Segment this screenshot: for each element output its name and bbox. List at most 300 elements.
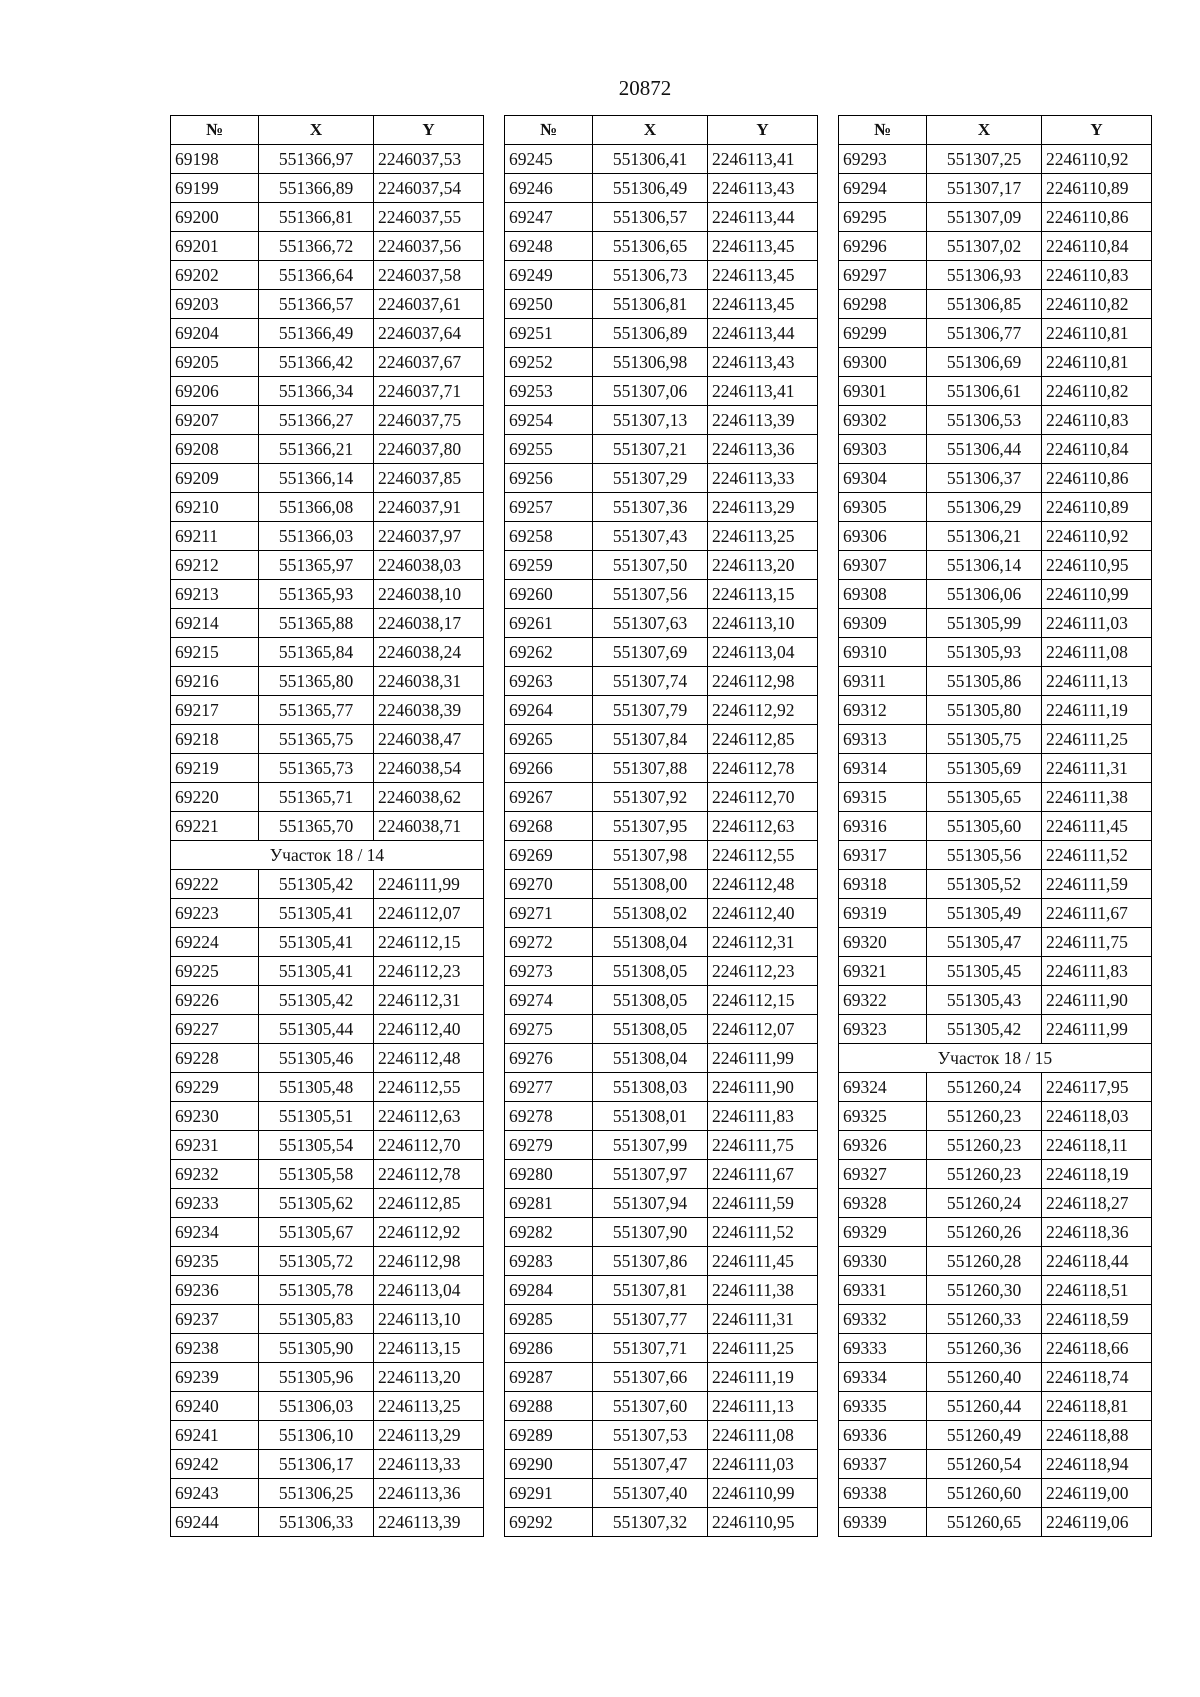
x-coordinate-cell: 551305,90 bbox=[259, 1334, 374, 1363]
y-coordinate-cell: 2246113,33 bbox=[374, 1450, 484, 1479]
y-coordinate-cell: 2246037,53 bbox=[374, 145, 484, 174]
table-row bbox=[171, 812, 484, 841]
y-coordinate-cell: 2246037,58 bbox=[374, 261, 484, 290]
y-coordinate-cell: 2246113,41 bbox=[708, 377, 818, 406]
x-coordinate-cell: 551305,41 bbox=[259, 899, 374, 928]
header-number: № bbox=[171, 116, 259, 145]
y-coordinate-cell: 2246113,39 bbox=[708, 406, 818, 435]
y-coordinate-cell: 2246111,75 bbox=[1042, 928, 1152, 957]
x-coordinate-cell: 551366,97 bbox=[259, 145, 374, 174]
y-coordinate-cell: 2246112,98 bbox=[708, 667, 818, 696]
page-number: 20872 bbox=[618, 76, 672, 100]
point-number-cell: 69268 bbox=[505, 812, 593, 841]
y-coordinate-cell: 2246037,64 bbox=[374, 319, 484, 348]
y-coordinate-cell: 2246118,88 bbox=[1042, 1421, 1152, 1450]
point-number-cell: 69280 bbox=[505, 1160, 593, 1189]
x-coordinate-cell: 551308,01 bbox=[593, 1102, 708, 1131]
x-coordinate-cell: 551306,69 bbox=[927, 348, 1042, 377]
table-row bbox=[839, 667, 1152, 696]
point-number-cell: 69221 bbox=[171, 812, 259, 841]
point-number-cell: 69326 bbox=[839, 1131, 927, 1160]
point-number-cell: 69304 bbox=[839, 464, 927, 493]
x-coordinate-cell: 551307,71 bbox=[593, 1334, 708, 1363]
point-number-cell: 69201 bbox=[171, 232, 259, 261]
point-number-cell: 69261 bbox=[505, 609, 593, 638]
x-coordinate-cell: 551365,70 bbox=[259, 812, 374, 841]
y-coordinate-cell: 2246037,91 bbox=[374, 493, 484, 522]
x-coordinate-cell: 551307,86 bbox=[593, 1247, 708, 1276]
y-coordinate-cell: 2246112,31 bbox=[708, 928, 818, 957]
x-coordinate-cell: 551307,17 bbox=[927, 174, 1042, 203]
table-row bbox=[839, 319, 1152, 348]
table-row bbox=[839, 522, 1152, 551]
point-number-cell: 69286 bbox=[505, 1334, 593, 1363]
y-coordinate-cell: 2246111,08 bbox=[708, 1421, 818, 1450]
header-x: X bbox=[259, 116, 374, 145]
table-row bbox=[505, 1363, 818, 1392]
y-coordinate-cell: 2246113,15 bbox=[708, 580, 818, 609]
point-number-cell: 69339 bbox=[839, 1508, 927, 1537]
point-number-cell: 69210 bbox=[171, 493, 259, 522]
x-coordinate-cell: 551260,24 bbox=[927, 1073, 1042, 1102]
point-number-cell: 69274 bbox=[505, 986, 593, 1015]
table-row bbox=[505, 812, 818, 841]
x-coordinate-cell: 551307,53 bbox=[593, 1421, 708, 1450]
y-coordinate-cell: 2246111,38 bbox=[708, 1276, 818, 1305]
x-coordinate-cell: 551307,81 bbox=[593, 1276, 708, 1305]
table-row bbox=[171, 1363, 484, 1392]
y-coordinate-cell: 2246111,25 bbox=[1042, 725, 1152, 754]
x-coordinate-cell: 551305,51 bbox=[259, 1102, 374, 1131]
x-coordinate-cell: 551305,56 bbox=[927, 841, 1042, 870]
x-coordinate-cell: 551305,99 bbox=[927, 609, 1042, 638]
table-row bbox=[839, 1479, 1152, 1508]
y-coordinate-cell: 2246113,15 bbox=[374, 1334, 484, 1363]
x-coordinate-cell: 551308,00 bbox=[593, 870, 708, 899]
x-coordinate-cell: 551307,97 bbox=[593, 1160, 708, 1189]
table-row bbox=[171, 580, 484, 609]
x-coordinate-cell: 551307,90 bbox=[593, 1218, 708, 1247]
point-number-cell: 69211 bbox=[171, 522, 259, 551]
y-coordinate-cell: 2246112,15 bbox=[374, 928, 484, 957]
x-coordinate-cell: 551307,50 bbox=[593, 551, 708, 580]
x-coordinate-cell: 551308,02 bbox=[593, 899, 708, 928]
x-coordinate-cell: 551306,17 bbox=[259, 1450, 374, 1479]
point-number-cell: 69250 bbox=[505, 290, 593, 319]
y-coordinate-cell: 2246110,86 bbox=[1042, 464, 1152, 493]
x-coordinate-cell: 551260,33 bbox=[927, 1305, 1042, 1334]
table-row bbox=[505, 1073, 818, 1102]
table-row bbox=[505, 319, 818, 348]
x-coordinate-cell: 551260,49 bbox=[927, 1421, 1042, 1450]
y-coordinate-cell: 2246113,44 bbox=[708, 203, 818, 232]
section-label: Участок 18 / 15 bbox=[839, 1044, 1152, 1073]
table-row bbox=[171, 232, 484, 261]
x-coordinate-cell: 551366,72 bbox=[259, 232, 374, 261]
x-coordinate-cell: 551365,75 bbox=[259, 725, 374, 754]
point-number-cell: 69289 bbox=[505, 1421, 593, 1450]
x-coordinate-cell: 551305,80 bbox=[927, 696, 1042, 725]
point-number-cell: 69328 bbox=[839, 1189, 927, 1218]
table-row bbox=[171, 377, 484, 406]
y-coordinate-cell: 2246113,41 bbox=[708, 145, 818, 174]
table-row bbox=[839, 1334, 1152, 1363]
point-number-cell: 69307 bbox=[839, 551, 927, 580]
section-label: Участок 18 / 14 bbox=[171, 841, 484, 870]
table-row bbox=[839, 638, 1152, 667]
x-coordinate-cell: 551306,29 bbox=[927, 493, 1042, 522]
table-row bbox=[171, 1102, 484, 1131]
coordinate-table-3 bbox=[838, 115, 1152, 1537]
table-row bbox=[505, 580, 818, 609]
point-number-cell: 69202 bbox=[171, 261, 259, 290]
table-row bbox=[839, 1450, 1152, 1479]
x-coordinate-cell: 551306,61 bbox=[927, 377, 1042, 406]
table-row bbox=[171, 1450, 484, 1479]
table-row bbox=[171, 1015, 484, 1044]
section-row bbox=[171, 841, 484, 870]
y-coordinate-cell: 2246112,98 bbox=[374, 1247, 484, 1276]
x-coordinate-cell: 551305,46 bbox=[259, 1044, 374, 1073]
table-row bbox=[171, 1276, 484, 1305]
y-coordinate-cell: 2246113,20 bbox=[374, 1363, 484, 1392]
header-number: № bbox=[505, 116, 593, 145]
point-number-cell: 69265 bbox=[505, 725, 593, 754]
table-row bbox=[839, 1015, 1152, 1044]
x-coordinate-cell: 551260,24 bbox=[927, 1189, 1042, 1218]
x-coordinate-cell: 551307,25 bbox=[927, 145, 1042, 174]
table-row bbox=[505, 1247, 818, 1276]
point-number-cell: 69335 bbox=[839, 1392, 927, 1421]
y-coordinate-cell: 2246118,94 bbox=[1042, 1450, 1152, 1479]
y-coordinate-cell: 2246111,67 bbox=[708, 1160, 818, 1189]
y-coordinate-cell: 2246112,85 bbox=[374, 1189, 484, 1218]
x-coordinate-cell: 551308,04 bbox=[593, 1044, 708, 1073]
y-coordinate-cell: 2246110,86 bbox=[1042, 203, 1152, 232]
point-number-cell: 69317 bbox=[839, 841, 927, 870]
y-coordinate-cell: 2246112,23 bbox=[374, 957, 484, 986]
table-row bbox=[839, 435, 1152, 464]
table-row bbox=[839, 1102, 1152, 1131]
y-coordinate-cell: 2246111,75 bbox=[708, 1131, 818, 1160]
y-coordinate-cell: 2246112,92 bbox=[708, 696, 818, 725]
x-coordinate-cell: 551366,81 bbox=[259, 203, 374, 232]
table-row bbox=[505, 899, 818, 928]
point-number-cell: 69224 bbox=[171, 928, 259, 957]
x-coordinate-cell: 551306,49 bbox=[593, 174, 708, 203]
x-coordinate-cell: 551306,10 bbox=[259, 1421, 374, 1450]
table-row bbox=[505, 1218, 818, 1247]
point-number-cell: 69247 bbox=[505, 203, 593, 232]
point-number-cell: 69217 bbox=[171, 696, 259, 725]
table-row bbox=[839, 1073, 1152, 1102]
point-number-cell: 69215 bbox=[171, 638, 259, 667]
point-number-cell: 69264 bbox=[505, 696, 593, 725]
y-coordinate-cell: 2246113,04 bbox=[708, 638, 818, 667]
table-row bbox=[171, 870, 484, 899]
x-coordinate-cell: 551307,92 bbox=[593, 783, 708, 812]
x-coordinate-cell: 551306,81 bbox=[593, 290, 708, 319]
x-coordinate-cell: 551305,67 bbox=[259, 1218, 374, 1247]
x-coordinate-cell: 551307,06 bbox=[593, 377, 708, 406]
table-row bbox=[839, 696, 1152, 725]
table-row bbox=[171, 522, 484, 551]
y-coordinate-cell: 2246113,25 bbox=[374, 1392, 484, 1421]
y-coordinate-cell: 2246112,31 bbox=[374, 986, 484, 1015]
table-row bbox=[839, 551, 1152, 580]
x-coordinate-cell: 551260,23 bbox=[927, 1102, 1042, 1131]
point-number-cell: 69206 bbox=[171, 377, 259, 406]
table-row bbox=[171, 493, 484, 522]
table-row bbox=[839, 899, 1152, 928]
table-row bbox=[839, 1392, 1152, 1421]
x-coordinate-cell: 551307,56 bbox=[593, 580, 708, 609]
y-coordinate-cell: 2246111,52 bbox=[1042, 841, 1152, 870]
table-row bbox=[505, 667, 818, 696]
x-coordinate-cell: 551308,05 bbox=[593, 957, 708, 986]
x-coordinate-cell: 551305,48 bbox=[259, 1073, 374, 1102]
y-coordinate-cell: 2246038,31 bbox=[374, 667, 484, 696]
point-number-cell: 69314 bbox=[839, 754, 927, 783]
y-coordinate-cell: 2246037,80 bbox=[374, 435, 484, 464]
y-coordinate-cell: 2246038,54 bbox=[374, 754, 484, 783]
x-coordinate-cell: 551307,09 bbox=[927, 203, 1042, 232]
y-coordinate-cell: 2246118,74 bbox=[1042, 1363, 1152, 1392]
table-row bbox=[505, 1392, 818, 1421]
point-number-cell: 69248 bbox=[505, 232, 593, 261]
y-coordinate-cell: 2246037,97 bbox=[374, 522, 484, 551]
point-number-cell: 69299 bbox=[839, 319, 927, 348]
table-row bbox=[505, 261, 818, 290]
x-coordinate-cell: 551307,21 bbox=[593, 435, 708, 464]
point-number-cell: 69253 bbox=[505, 377, 593, 406]
x-coordinate-cell: 551306,57 bbox=[593, 203, 708, 232]
table-row bbox=[505, 290, 818, 319]
y-coordinate-cell: 2246118,66 bbox=[1042, 1334, 1152, 1363]
point-number-cell: 69267 bbox=[505, 783, 593, 812]
table-row bbox=[839, 1247, 1152, 1276]
table-row bbox=[505, 464, 818, 493]
x-coordinate-cell: 551306,25 bbox=[259, 1479, 374, 1508]
table-row bbox=[171, 754, 484, 783]
point-number-cell: 69293 bbox=[839, 145, 927, 174]
point-number-cell: 69266 bbox=[505, 754, 593, 783]
table-row bbox=[505, 1189, 818, 1218]
point-number-cell: 69320 bbox=[839, 928, 927, 957]
y-coordinate-cell: 2246113,36 bbox=[708, 435, 818, 464]
table-row bbox=[171, 1044, 484, 1073]
y-coordinate-cell: 2246112,63 bbox=[374, 1102, 484, 1131]
x-coordinate-cell: 551305,52 bbox=[927, 870, 1042, 899]
x-coordinate-cell: 551366,21 bbox=[259, 435, 374, 464]
point-number-cell: 69213 bbox=[171, 580, 259, 609]
point-number-cell: 69311 bbox=[839, 667, 927, 696]
x-coordinate-cell: 551307,63 bbox=[593, 609, 708, 638]
table-row bbox=[505, 986, 818, 1015]
point-number-cell: 69205 bbox=[171, 348, 259, 377]
point-number-cell: 69259 bbox=[505, 551, 593, 580]
header-y: Y bbox=[374, 116, 484, 145]
x-coordinate-cell: 551305,54 bbox=[259, 1131, 374, 1160]
table-row bbox=[839, 464, 1152, 493]
point-number-cell: 69254 bbox=[505, 406, 593, 435]
y-coordinate-cell: 2246113,29 bbox=[708, 493, 818, 522]
table-row bbox=[505, 232, 818, 261]
table-row bbox=[505, 957, 818, 986]
table-row bbox=[505, 609, 818, 638]
x-coordinate-cell: 551306,77 bbox=[927, 319, 1042, 348]
x-coordinate-cell: 551306,73 bbox=[593, 261, 708, 290]
x-coordinate-cell: 551307,29 bbox=[593, 464, 708, 493]
table-row bbox=[171, 203, 484, 232]
point-number-cell: 69257 bbox=[505, 493, 593, 522]
y-coordinate-cell: 2246111,25 bbox=[708, 1334, 818, 1363]
x-coordinate-cell: 551365,93 bbox=[259, 580, 374, 609]
header-number: № bbox=[839, 116, 927, 145]
point-number-cell: 69315 bbox=[839, 783, 927, 812]
point-number-cell: 69240 bbox=[171, 1392, 259, 1421]
x-coordinate-cell: 551305,41 bbox=[259, 928, 374, 957]
point-number-cell: 69222 bbox=[171, 870, 259, 899]
x-coordinate-cell: 551365,77 bbox=[259, 696, 374, 725]
y-coordinate-cell: 2246118,36 bbox=[1042, 1218, 1152, 1247]
table-row bbox=[839, 1131, 1152, 1160]
table-row bbox=[171, 928, 484, 957]
point-number-cell: 69269 bbox=[505, 841, 593, 870]
table-row bbox=[505, 1508, 818, 1537]
x-coordinate-cell: 551366,08 bbox=[259, 493, 374, 522]
point-number-cell: 69255 bbox=[505, 435, 593, 464]
table-row bbox=[505, 928, 818, 957]
table-row bbox=[171, 957, 484, 986]
table-row bbox=[171, 174, 484, 203]
table-row bbox=[171, 783, 484, 812]
x-coordinate-cell: 551306,37 bbox=[927, 464, 1042, 493]
point-number-cell: 69227 bbox=[171, 1015, 259, 1044]
point-number-cell: 69283 bbox=[505, 1247, 593, 1276]
x-coordinate-cell: 551307,84 bbox=[593, 725, 708, 754]
point-number-cell: 69223 bbox=[171, 899, 259, 928]
table-row bbox=[505, 1015, 818, 1044]
coordinate-table-1 bbox=[170, 115, 484, 1537]
y-coordinate-cell: 2246111,67 bbox=[1042, 899, 1152, 928]
y-coordinate-cell: 2246037,54 bbox=[374, 174, 484, 203]
table-row bbox=[171, 1247, 484, 1276]
table-row bbox=[839, 812, 1152, 841]
point-number-cell: 69309 bbox=[839, 609, 927, 638]
x-coordinate-cell: 551308,03 bbox=[593, 1073, 708, 1102]
point-number-cell: 69279 bbox=[505, 1131, 593, 1160]
point-number-cell: 69235 bbox=[171, 1247, 259, 1276]
table-header-row bbox=[839, 116, 1152, 145]
table-row bbox=[505, 493, 818, 522]
y-coordinate-cell: 2246111,13 bbox=[1042, 667, 1152, 696]
x-coordinate-cell: 551307,98 bbox=[593, 841, 708, 870]
point-number-cell: 69296 bbox=[839, 232, 927, 261]
point-number-cell: 69333 bbox=[839, 1334, 927, 1363]
x-coordinate-cell: 551306,14 bbox=[927, 551, 1042, 580]
y-coordinate-cell: 2246037,85 bbox=[374, 464, 484, 493]
point-number-cell: 69327 bbox=[839, 1160, 927, 1189]
point-number-cell: 69241 bbox=[171, 1421, 259, 1450]
point-number-cell: 69294 bbox=[839, 174, 927, 203]
point-number-cell: 69256 bbox=[505, 464, 593, 493]
y-coordinate-cell: 2246110,95 bbox=[1042, 551, 1152, 580]
x-coordinate-cell: 551366,49 bbox=[259, 319, 374, 348]
point-number-cell: 69203 bbox=[171, 290, 259, 319]
y-coordinate-cell: 2246111,19 bbox=[708, 1363, 818, 1392]
y-coordinate-cell: 2246113,44 bbox=[708, 319, 818, 348]
point-number-cell: 69273 bbox=[505, 957, 593, 986]
y-coordinate-cell: 2246113,25 bbox=[708, 522, 818, 551]
point-number-cell: 69336 bbox=[839, 1421, 927, 1450]
x-coordinate-cell: 551305,78 bbox=[259, 1276, 374, 1305]
x-coordinate-cell: 551365,97 bbox=[259, 551, 374, 580]
y-coordinate-cell: 2246110,99 bbox=[708, 1479, 818, 1508]
table-row bbox=[505, 435, 818, 464]
y-coordinate-cell: 2246110,82 bbox=[1042, 377, 1152, 406]
table-row bbox=[171, 1334, 484, 1363]
y-coordinate-cell: 2246117,95 bbox=[1042, 1073, 1152, 1102]
table-row bbox=[171, 319, 484, 348]
table-row bbox=[171, 609, 484, 638]
x-coordinate-cell: 551305,44 bbox=[259, 1015, 374, 1044]
y-coordinate-cell: 2246112,40 bbox=[374, 1015, 484, 1044]
point-number-cell: 69238 bbox=[171, 1334, 259, 1363]
point-number-cell: 69243 bbox=[171, 1479, 259, 1508]
y-coordinate-cell: 2246110,92 bbox=[1042, 145, 1152, 174]
table-row bbox=[839, 754, 1152, 783]
x-coordinate-cell: 551366,14 bbox=[259, 464, 374, 493]
y-coordinate-cell: 2246110,99 bbox=[1042, 580, 1152, 609]
point-number-cell: 69262 bbox=[505, 638, 593, 667]
point-number-cell: 69208 bbox=[171, 435, 259, 464]
point-number-cell: 69324 bbox=[839, 1073, 927, 1102]
point-number-cell: 69271 bbox=[505, 899, 593, 928]
x-coordinate-cell: 551305,42 bbox=[259, 870, 374, 899]
point-number-cell: 69291 bbox=[505, 1479, 593, 1508]
point-number-cell: 69331 bbox=[839, 1276, 927, 1305]
y-coordinate-cell: 2246112,55 bbox=[374, 1073, 484, 1102]
point-number-cell: 69288 bbox=[505, 1392, 593, 1421]
x-coordinate-cell: 551306,65 bbox=[593, 232, 708, 261]
x-coordinate-cell: 551365,84 bbox=[259, 638, 374, 667]
point-number-cell: 69278 bbox=[505, 1102, 593, 1131]
point-number-cell: 69308 bbox=[839, 580, 927, 609]
y-coordinate-cell: 2246112,55 bbox=[708, 841, 818, 870]
point-number-cell: 69228 bbox=[171, 1044, 259, 1073]
point-number-cell: 69207 bbox=[171, 406, 259, 435]
point-number-cell: 69277 bbox=[505, 1073, 593, 1102]
table-row bbox=[505, 406, 818, 435]
x-coordinate-cell: 551260,54 bbox=[927, 1450, 1042, 1479]
table-row bbox=[505, 1334, 818, 1363]
x-coordinate-cell: 551366,03 bbox=[259, 522, 374, 551]
point-number-cell: 69230 bbox=[171, 1102, 259, 1131]
x-coordinate-cell: 551306,89 bbox=[593, 319, 708, 348]
point-number-cell: 69245 bbox=[505, 145, 593, 174]
table-row bbox=[171, 145, 484, 174]
x-coordinate-cell: 551305,75 bbox=[927, 725, 1042, 754]
x-coordinate-cell: 551305,42 bbox=[927, 1015, 1042, 1044]
point-number-cell: 69212 bbox=[171, 551, 259, 580]
table-row bbox=[839, 957, 1152, 986]
point-number-cell: 69242 bbox=[171, 1450, 259, 1479]
table-row bbox=[171, 696, 484, 725]
table-row bbox=[505, 725, 818, 754]
point-number-cell: 69270 bbox=[505, 870, 593, 899]
point-number-cell: 69323 bbox=[839, 1015, 927, 1044]
